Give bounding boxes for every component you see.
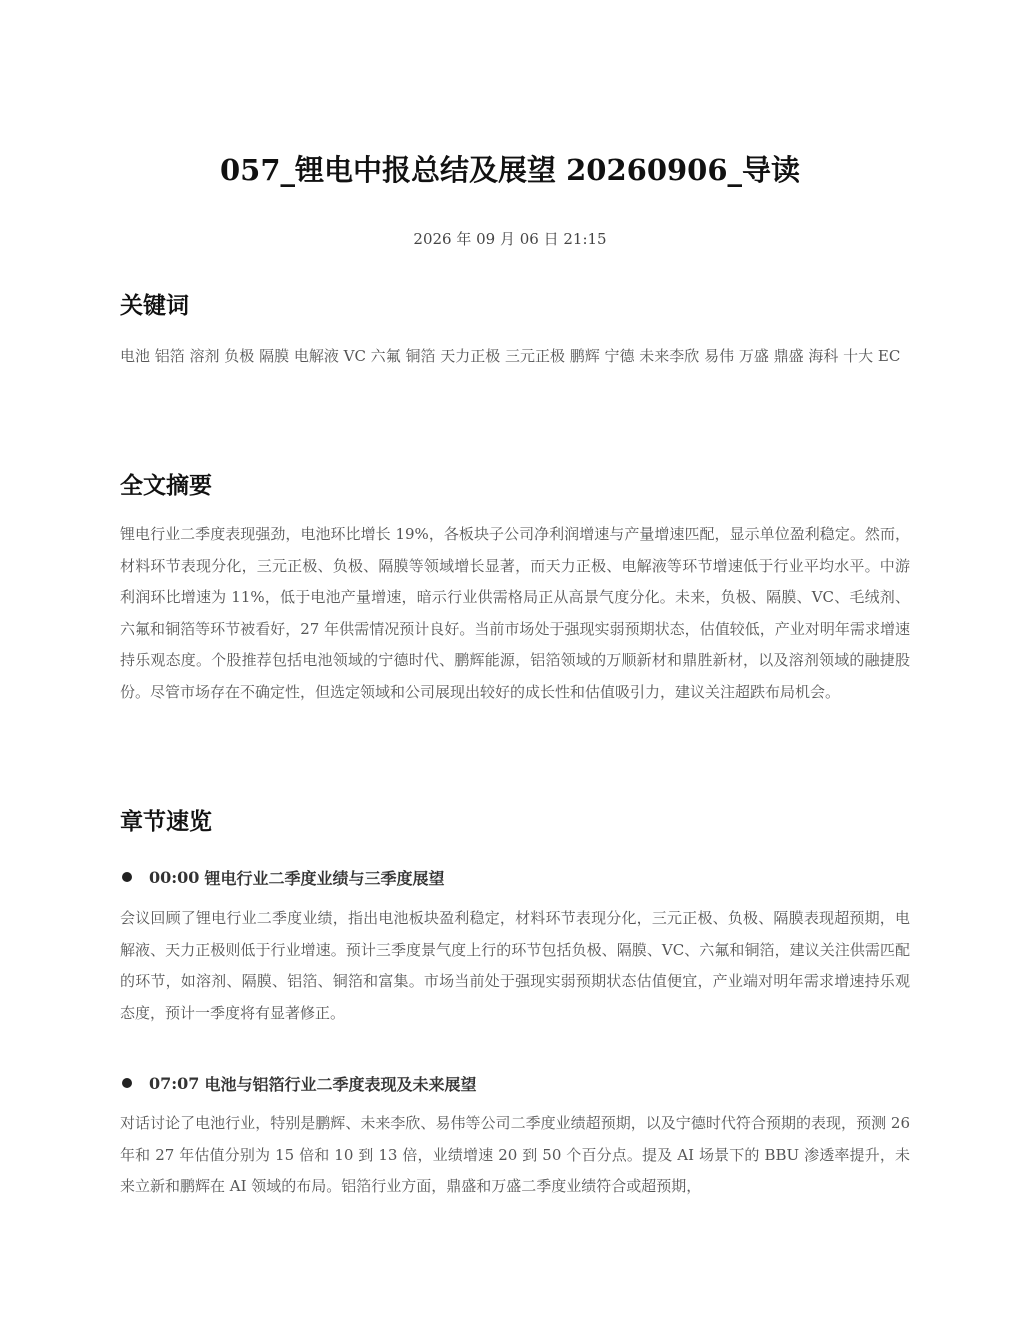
chapter-item-header xyxy=(120,1070,910,1096)
bullet-icon xyxy=(122,1078,132,1088)
chapters-heading: 章节速览 xyxy=(120,809,212,835)
chapter-timestamp: 00:00 xyxy=(149,867,200,887)
chapter-title: 电池与铝箔行业二季度表现及未来展望 xyxy=(204,1074,477,1094)
bullet-icon xyxy=(122,872,132,882)
chapter-timestamp: 07:07 xyxy=(149,1073,200,1093)
chapter-text: 会议回顾了锂电行业二季度业绩，指出电池板块盈利稳定，材料环节表现分化，三元正极、负极、隔膜表现超预期，电解液、天力正极则低于行业增速。预计三季度景气度上行的环节包括负极、隔膜、VC、六氟和铜箔，建议关注供需匹配的环节，如溶剂、隔膜、铝箔、铜箔和富集。市场当前处于强现实弱预期状态估值便宜，产业端对明年需求增速持乐观态度，预计一季度将有显著修正。 xyxy=(120,909,910,1022)
keywords-text: 电池 铝箔 溶剂 负极 隔膜 电解液 VC 六氟 铜箔 天力正极 三元正极 鹏辉 宁德 未来李欣 易伟 万盛 鼎盛 海科 十大 EC xyxy=(120,347,901,365)
document-title: 057_锂电中报总结及展望 20260906_导读 xyxy=(219,153,801,187)
chapter-title: 锂电行业二季度业绩与三季度展望 xyxy=(204,868,445,888)
summary-heading: 全文摘要 xyxy=(120,473,212,499)
document-date: 2026 年 09 月 06 日 21:15 xyxy=(413,230,607,248)
summary-text: 锂电行业二季度表现强劲，电池环比增长 19%，各板块子公司净利润增速与产量增速匹配，显示单位盈利稳定。然而，材料环节表现分化，三元正极、负极、隔膜等领域增长显著，而天力正极、电解液等环节增速低于行业平均水平。中游利润环比增速为 11%，低于电池产量增速，暗示行业供需格局正从高景气度分化。未来，负极、隔膜、VC、毛绒剂、六氟和铜箔等环节被看好，27 年供需情况预计良好。当前市场处于强现实弱预期状态，估值较低，产业对明年需求增速持乐观态度。个股推荐包括电池领域的宁德时代、鹏辉能源，铝箔领域的万顺新材和鼎胜新材，以及溶剂领域的融捷股份。尽管市场存在不确定性，但选定领域和公司展现出较好的成长性和估值吸引力，建议关注超跌布局机会。 xyxy=(120,525,910,701)
chapter-text: 对话讨论了电池行业，特别是鹏辉、未来李欣、易伟等公司二季度业绩超预期，以及宁德时代符合预期的表现，预测 26 年和 27 年估值分别为 15 倍和 10 到 13 倍，业绩增速 20 到 50 个百分点。提及 AI 场景下的 BBU 渗透率提升，未来立新和鹏辉在 AI 领域的布局。铝箔行业方面，鼎盛和万盛二季度业绩符合或超预期， xyxy=(120,1114,910,1195)
keywords-heading: 关键词 xyxy=(120,293,189,319)
chapter-item-header xyxy=(120,864,910,890)
